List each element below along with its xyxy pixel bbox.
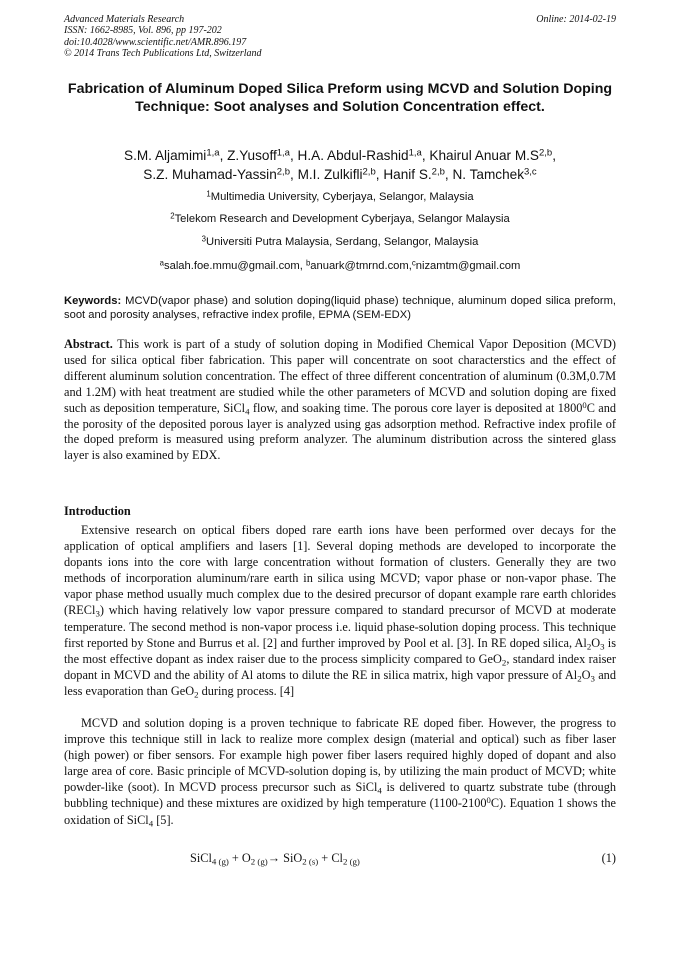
- text-run: MCVD and solution doping is a proven technique to fabricate RE doped fiber. However, the progress to improve this technique still in lack to realize more complex design (material and optical) such as fiber laser (high power) or fiber sensors. For example high power fiber lasers required highly doped of dopant and also large area of core. Basic principle of MCVD-solution doping is, by utilizing the main product of MCVD; white powder-like (soot). In MCVD process precursor such as SiCl: [64, 716, 616, 795]
- section-heading-introduction: Introduction: [64, 504, 131, 518]
- text-run: O: [591, 635, 601, 650]
- author: Hanif S.$^{2,b}$,: [383, 166, 453, 182]
- author: S.Z. Muhamad-Yassin$^{2,b}$,: [143, 166, 298, 182]
- author-list: [64, 146, 616, 184]
- affiliation-2: $^2$Telekom Research and Development Cyberjaya, Selangor Malaysia: [170, 211, 510, 225]
- text-run: SiCl: [190, 851, 212, 865]
- text-run: 0: [486, 795, 491, 806]
- journal-issn: ISSN: 1662-8985, Vol. 896, pp 197-202: [64, 25, 222, 37]
- text-run: 4: [377, 785, 382, 796]
- text-run: 2 (s): [302, 856, 319, 867]
- author: H.A. Abdul-Rashid$^{1,a}$,: [297, 147, 430, 163]
- equation-number: (1): [601, 851, 616, 865]
- intro-paragraph-1: [64, 522, 616, 699]
- author: N. Tamchek$^{3,c}$: [452, 166, 537, 182]
- abstract-label: Abstract.: [64, 337, 113, 351]
- text-run: 3: [95, 608, 100, 619]
- equation-1: [190, 850, 360, 866]
- text-run: 3: [590, 673, 595, 684]
- text-run: 2: [194, 689, 199, 700]
- text-run: is the most effective dopant as index raiser due to the process simplicity compared to GeO: [64, 635, 617, 666]
- text-run: and less evaporation than GeO: [64, 667, 616, 698]
- journal-name: Advanced Materials Research: [64, 14, 185, 25]
- text-run: , standard index raiser dopant in MCVD and the ability of Al atoms to dilute the RE in silica matrix, high vapor pressure of Al: [64, 651, 616, 682]
- text-run: O: [581, 667, 591, 682]
- affiliation-3: $^3$Universiti Putra Malaysia, Serdang, Selangor, Malaysia: [201, 234, 479, 248]
- keywords-text: MCVD(vapor phase) and solution doping(liquid phase) technique, aluminum doped silica preform, soot and porosity analyses, refractive index profile, EPMA (SEM-EDX): [64, 295, 616, 321]
- affiliation-1: $^1$Multimedia University, Cyberjaya, Selangor, Malaysia: [206, 189, 474, 203]
- text-run: ) which having relatively low vapor pressure compared to standard precursor of MCVD at moderate temperature. The second method is non-vapor process i.e. liquid phase-solution doping process. This technique first reported by Stone and Burrus et al. [2] and further improved by Pool et al. [3]. In RE doped silica, Al: [64, 603, 616, 650]
- abstract: Abstract. This work is part of a study of solution doping in Modified Chemical Vapor Deposition (MCVD) used for silica optical fiber fabrication. This paper will concentrate on soot characterstics and the effect of different aluminum solution concentration. The effect of three different concentration of aluminum (0.3M,0.7M and 1.2M) with heat treatment are studied while the other parameters of MCVD and solution doping are fixed such as deposition temperature, SiCl$_4$ flow, and soaking time. The porous core layer is deposited at 1800$^0$C and the porosity of the deposited porous layer is analyzed using gas adsorption method. Refractive index profile of the doped preform is measured using preform analyzer. The aluminum distribution across the sintered glass layer is also examined by EDX.: [64, 337, 616, 463]
- email-line: $^a$salah.foe.mmu@gmail.com, $^b$anuark@tmrnd.com,$^c$nizamtm@gmail.com: [159, 258, 521, 272]
- paper-title: Fabrication of Aluminum Doped Silica Preform using MCVD and Solution Doping Technique: Soot analyses and Solution Concentration effect.: [67, 81, 613, 115]
- journal-copyright: © 2014 Trans Tech Publications Ltd, Switzerland: [64, 47, 262, 59]
- author: Khairul Anuar $M.S^{2,b}$,: [429, 147, 556, 163]
- author: M.I. Zulkifli$^{2,b}$,: [297, 166, 384, 182]
- text-run: 4: [148, 818, 154, 829]
- text-run: during process. [4]: [198, 683, 295, 698]
- text-run: 3: [600, 641, 605, 652]
- text-run: → SiO: [267, 851, 303, 865]
- text-run: 2 (g): [342, 856, 360, 867]
- text-run: + Cl: [318, 851, 343, 865]
- intro-paragraph-2: [64, 715, 616, 828]
- text-run: 2 (g): [250, 856, 268, 867]
- text-run: 2: [577, 673, 582, 684]
- text-run: is delivered to quartz substrate tube (through bubbling technique) and these mixtures are oxidized by high temperature (1100-2100: [64, 780, 616, 811]
- text-run: C). Equation 1 shows the oxidation of SiCl: [64, 796, 616, 827]
- journal-doi: doi:10.4028/www.scientific.net/AMR.896.197: [64, 36, 247, 48]
- text-run: 2: [586, 641, 592, 652]
- text-run: + O: [228, 851, 251, 865]
- keywords-label: Keywords:: [64, 295, 122, 307]
- text-run: [5].: [153, 812, 174, 827]
- journal-header: [64, 14, 616, 59]
- text-run: 2: [501, 657, 507, 668]
- text-run: Extensive research on optical fibers doped rare earth ions have been performed over decays for the application of optical amplifiers and lasers [1]. Several doping methods are developed to incorporate the dopants ions into the core with large concentration without formation of clusters. Generally they are two methods of incorporation aluminum/rare earth in silica using MCVD; vapor phase or non-vapor phase. The vapor phase method usually much complex due to the desired precursor of dopant example rare earth chlorides (RECl: [64, 523, 616, 618]
- online-date: Online: 2014-02-19: [536, 14, 616, 25]
- author: Z.Yusoff$^{1,a}$,: [227, 147, 298, 163]
- keywords: [64, 294, 616, 322]
- text-run: 4 (g): [211, 856, 229, 867]
- author: S.M. Aljamimi$^{1,a}$,: [124, 147, 228, 163]
